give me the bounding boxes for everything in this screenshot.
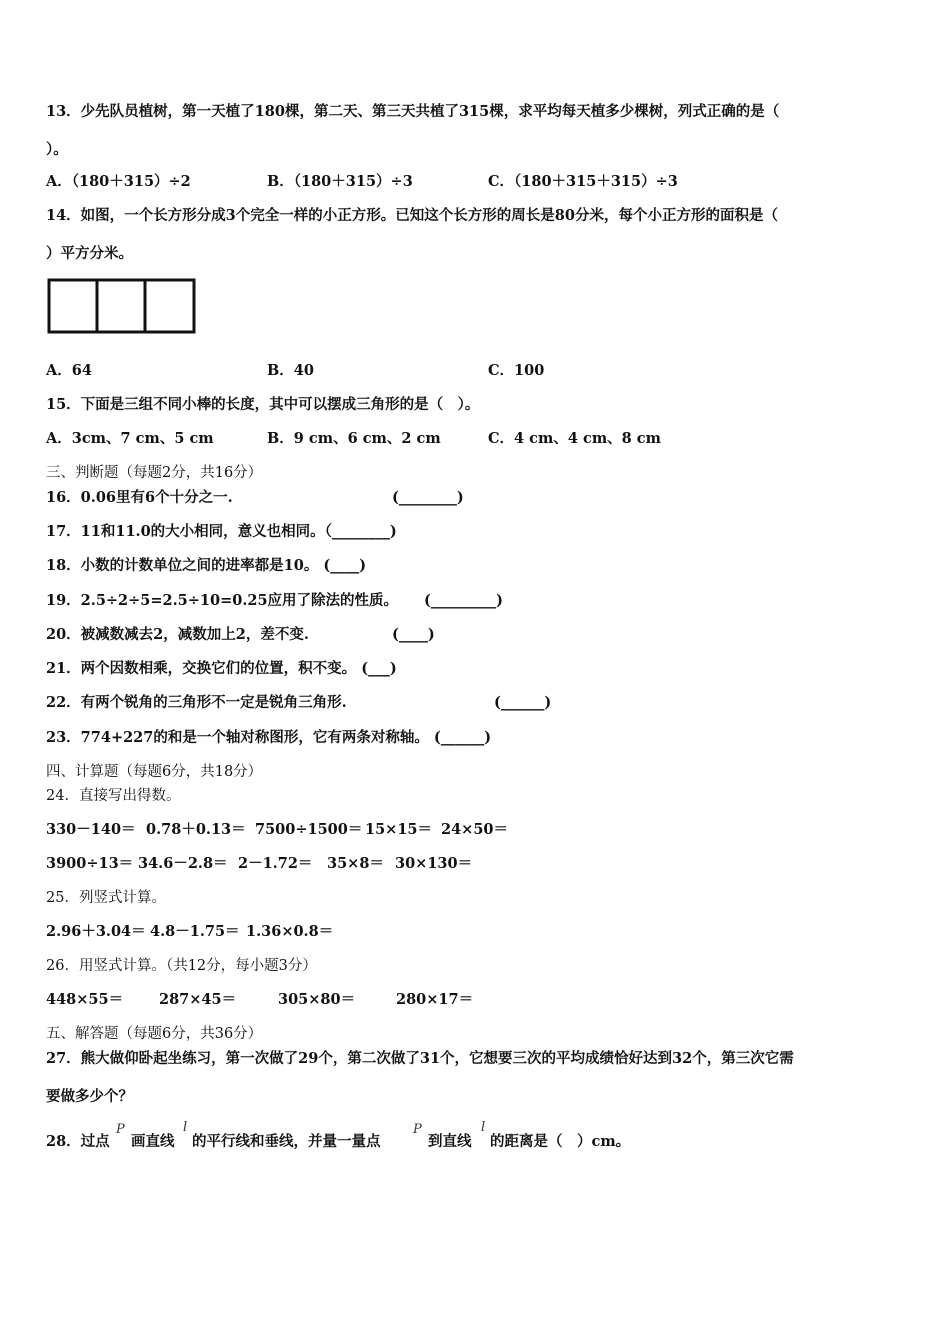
q16-blank: (________) xyxy=(392,489,464,506)
q22-blank: (______) xyxy=(494,694,552,711)
q14-option-b: B．40 xyxy=(267,362,314,379)
q26-item: 448×55＝ xyxy=(46,991,124,1008)
q25-title: 25．列竖式计算。 xyxy=(46,890,166,906)
section4-heading: 四、计算题（每题6分，共18分） xyxy=(46,764,263,780)
q26-item: 305×80＝ xyxy=(278,991,356,1008)
q15-line1: 15．下面是三组不同小棒的长度，其中可以摆成三角形的是（ ）。 xyxy=(46,396,480,413)
q25-item: 4.8－1.75＝ xyxy=(150,923,240,940)
q17-text: 17．11和11.0的大小相同，意义也相同。（________) xyxy=(46,523,397,540)
q28-text-5: 的距离是（ ）cm。 xyxy=(490,1133,631,1150)
q27-line1: 27．熊大做仰卧起坐练习，第一次做了29个，第二次做了31个，它想要三次的平均成绩恰好达到32个，第三次它需 xyxy=(46,1050,794,1067)
q27-line2: 要做多少个？ xyxy=(46,1088,133,1105)
q15-option-c: C．4 cm、4 cm、8 cm xyxy=(488,430,661,447)
q24-item: 24×50＝ xyxy=(441,821,509,838)
q14-line2: ）平方分米。 xyxy=(46,245,133,262)
q20-blank: (____) xyxy=(392,626,435,643)
q24-title: 24．直接写出得数。 xyxy=(46,788,181,804)
q24-item: 2－1.72＝ xyxy=(238,855,313,872)
q24-item: 7500÷1500＝ xyxy=(255,821,363,838)
q28-var-p: P xyxy=(116,1122,125,1137)
q24-item: 0.78＋0.13＝ xyxy=(146,821,246,838)
q15-option-a: A．3cm、7 cm、5 cm xyxy=(46,430,214,447)
q22-text: 22．有两个锐角的三角形不一定是锐角三角形. xyxy=(46,694,347,711)
q25-item: 2.96＋3.04＝ xyxy=(46,923,146,940)
q24-item: 35×8＝ xyxy=(327,855,384,872)
q26-item: 287×45＝ xyxy=(159,991,237,1008)
q28-text-3: 的平行线和垂线，并量一量点 xyxy=(192,1133,381,1150)
q13-line2: ）。 xyxy=(46,141,68,158)
q24-item: 330－140＝ xyxy=(46,821,136,838)
q28-text-4: 到直线 xyxy=(428,1133,472,1150)
q13-option-a: A．（180＋315）÷2 xyxy=(46,173,191,190)
q25-item: 1.36×0.8＝ xyxy=(246,923,334,940)
q14-option-a: A．64 xyxy=(46,362,92,379)
q13-line1: 13．少先队员植树，第一天植了180棵，第二天、第三天共植了315棵，求平均每天植多少棵树，列式正确的是（ xyxy=(46,103,780,120)
q26-item: 280×17＝ xyxy=(396,991,474,1008)
q14-option-c: C．100 xyxy=(488,362,545,379)
section5-heading: 五、解答题（每题6分，共36分） xyxy=(46,1026,263,1042)
section3-heading: 三、判断题（每题2分，共16分） xyxy=(46,465,263,481)
q14-line1: 14．如图，一个长方形分成3个完全一样的小正方形。已知这个长方形的周长是80分米，每个小正方形的面积是（ xyxy=(46,207,778,224)
q13-option-b: B．（180＋315）÷3 xyxy=(267,173,413,190)
q16-text: 16．0.06里有6个十分之一. xyxy=(46,489,233,506)
q14-rectangle-figure xyxy=(47,278,197,338)
q24-item: 3900÷13＝ xyxy=(46,855,134,872)
q28-var-p2: P xyxy=(413,1122,422,1137)
q28-var-l2: l xyxy=(481,1120,486,1135)
q13-option-c: C．（180＋315＋315）÷3 xyxy=(488,173,678,190)
q21-text: 21．两个因数相乘，交换它们的位置，积不变。 (___) xyxy=(46,660,397,677)
q23-text: 23．774+227的和是一个轴对称图形，它有两条对称轴。 (______) xyxy=(46,729,492,746)
q28-text-1: 28．过点 xyxy=(46,1133,110,1150)
q28-text-2: 画直线 xyxy=(131,1133,175,1150)
q24-item: 15×15＝ xyxy=(365,821,433,838)
q15-option-b: B．9 cm、6 cm、2 cm xyxy=(267,430,441,447)
q24-item: 30×130＝ xyxy=(395,855,473,872)
q24-item: 34.6－2.8＝ xyxy=(138,855,228,872)
q19-blank: (_________) xyxy=(424,592,503,609)
q20-text: 20．被减数减去2，减数加上2，差不变. xyxy=(46,626,309,643)
q18-text: 18．小数的计数单位之间的进率都是10。 (____) xyxy=(46,557,367,574)
q26-title: 26．用竖式计算。（共12分，每小题3分） xyxy=(46,958,317,974)
q28-var-l: l xyxy=(183,1120,188,1135)
q19-text: 19．2.5÷2÷5=2.5÷10=0.25应用了除法的性质。 xyxy=(46,592,399,609)
